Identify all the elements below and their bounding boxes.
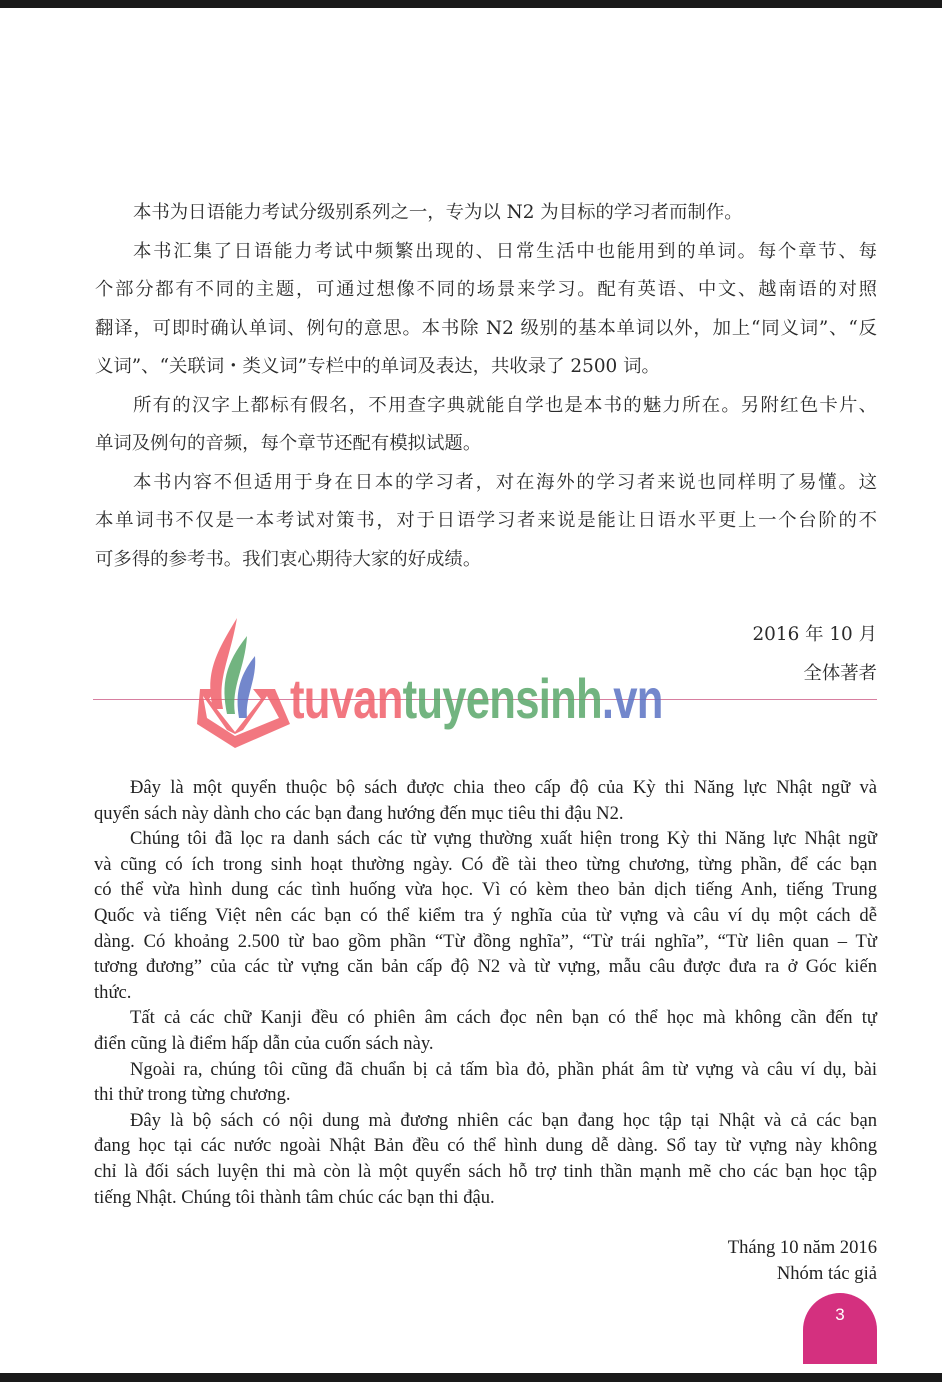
text-line: có thể vừa hình dung các tình huống vừa học. Vì có kèm theo bản dịch tiếng Anh, tiếng Trung <box>94 879 877 901</box>
paragraph <box>95 194 877 233</box>
chinese-signature <box>752 616 877 693</box>
text-line: quyển sách này dành cho các bạn đang hướng đến mục tiêu thi đậu N2. <box>94 802 624 824</box>
text-line: thức. <box>94 981 132 1003</box>
paragraph <box>94 826 877 1005</box>
text-line: Tất cả các chữ Kanji đều có phiên âm cách đọc nên bạn có thể học mà không cần đến tự <box>130 1007 877 1029</box>
vietnamese-preface <box>94 775 877 1210</box>
vietnamese-date: Tháng 10 năm 2016 <box>727 1237 877 1258</box>
text-line: 翻译，可即时确认单词、例句的意思。本书除 N2 级别的基本单词以外，加上“同义词”、“反 <box>95 317 877 339</box>
text-line: 可多得的参考书。我们衷心期待大家的好成绩。 <box>95 548 482 570</box>
text-line: điển cũng là điểm hấp dẫn của cuốn sách này. <box>94 1032 434 1054</box>
chinese-preface <box>95 194 877 579</box>
paragraph <box>95 387 877 464</box>
text-line: 个部分都有不同的主题，可通过想像不同的场景来学习。配有英语、中文、越南语的对照 <box>95 279 877 300</box>
paragraph <box>94 775 877 826</box>
vietnamese-author: Nhóm tác giả <box>776 1262 877 1284</box>
text-line: tiếng Nhật. Chúng tôi thành tâm chúc các bạn thi đậu. <box>94 1186 495 1208</box>
paragraph <box>94 1108 877 1210</box>
text-line: dàng. Có khoảng 2.500 từ bao gồm phần “Từ đồng nghĩa”, “Từ trái nghĩa”, “Từ liên quan – Từ <box>94 930 877 952</box>
text-line: và cũng có ích trong sinh hoạt thường ngày. Có đề tài theo từng chương, từng phần, để các bạn <box>94 853 877 875</box>
vietnamese-signature <box>728 1235 877 1286</box>
text-line: Đây là bộ sách có nội dung mà đương nhiên các bạn đang học tập tại Nhật và cả các bạn <box>130 1109 877 1131</box>
top-bar <box>0 0 942 8</box>
text-line: 本书内容不但适用于身在日本的学习者，对在海外的学习者来说也同样明了易懂。这 <box>133 471 877 493</box>
text-line: chỉ là đối sách luyện thi mà còn là một quyển sách hỗ trợ tinh thần mạnh mẽ cho các bạn học tập <box>94 1160 877 1182</box>
text-line: Đây là một quyển thuộc bộ sách được chia theo cấp độ của Kỳ thi Năng lực Nhật ngữ và <box>130 777 877 798</box>
text-line: 义词”、“关联词・类义词”专栏中的单词及表达，共收录了 2500 词。 <box>95 356 660 377</box>
text-line: 本书汇集了日语能力考试中频繁出现的、日常生活中也能用到的单词。每个章节、每 <box>133 240 877 262</box>
page-number: 3 <box>835 1305 845 1324</box>
text-line: đang học tại các nước ngoài Nhật Bản đều có thể hình dung dễ dàng. Sổ tay từ vựng này không <box>94 1135 877 1157</box>
text-line: 本单词书不仅是一本考试对策书，对于日语学习者来说是能让日语水平更上一个台阶的不 <box>95 510 877 531</box>
text-line: tương đương” của các từ vựng căn bản cấp độ N2 và từ vựng, mẫu câu được đưa ra ở Góc kiến <box>94 956 877 978</box>
text-line: thi thử trong từng chương. <box>94 1084 291 1106</box>
paragraph <box>95 464 877 580</box>
text-line: 所有的汉字上都标有假名，不用查字典就能自学也是本书的魅力所在。另附红色卡片、 <box>133 394 877 416</box>
page-number-tab <box>803 1293 877 1364</box>
watermark-text: tuvantuyensinh.vn <box>290 667 663 730</box>
text-line: Chúng tôi đã lọc ra danh sách các từ vựng thường xuất hiện trong Kỳ thi Năng lực Nhật ngữ <box>130 828 877 850</box>
text-line: 单词及例句的音频，每个章节还配有模拟试题。 <box>95 433 482 454</box>
paragraph <box>95 233 877 387</box>
text-line: Ngoài ra, chúng tôi cũng đã chuẩn bị cả tấm bìa đỏ, phần phát âm từ vựng và câu ví dụ, bài <box>130 1058 877 1080</box>
paragraph <box>94 1057 877 1108</box>
watermark-logo <box>195 614 685 754</box>
flame-logo-icon <box>195 614 295 754</box>
chinese-date: 2016 年 10 月 <box>752 624 877 645</box>
text-line: 本书为日语能力考试分级别系列之一，专为以 N2 为目标的学习者而制作。 <box>133 202 743 223</box>
text-line: Quốc và tiếng Việt nên các bạn có thể kiểm tra ý nghĩa của từ vựng và câu ví dụ một cách dễ <box>94 904 877 926</box>
chinese-author: 全体著者 <box>803 662 877 684</box>
paragraph <box>94 1005 877 1056</box>
bottom-bar <box>0 1373 942 1382</box>
